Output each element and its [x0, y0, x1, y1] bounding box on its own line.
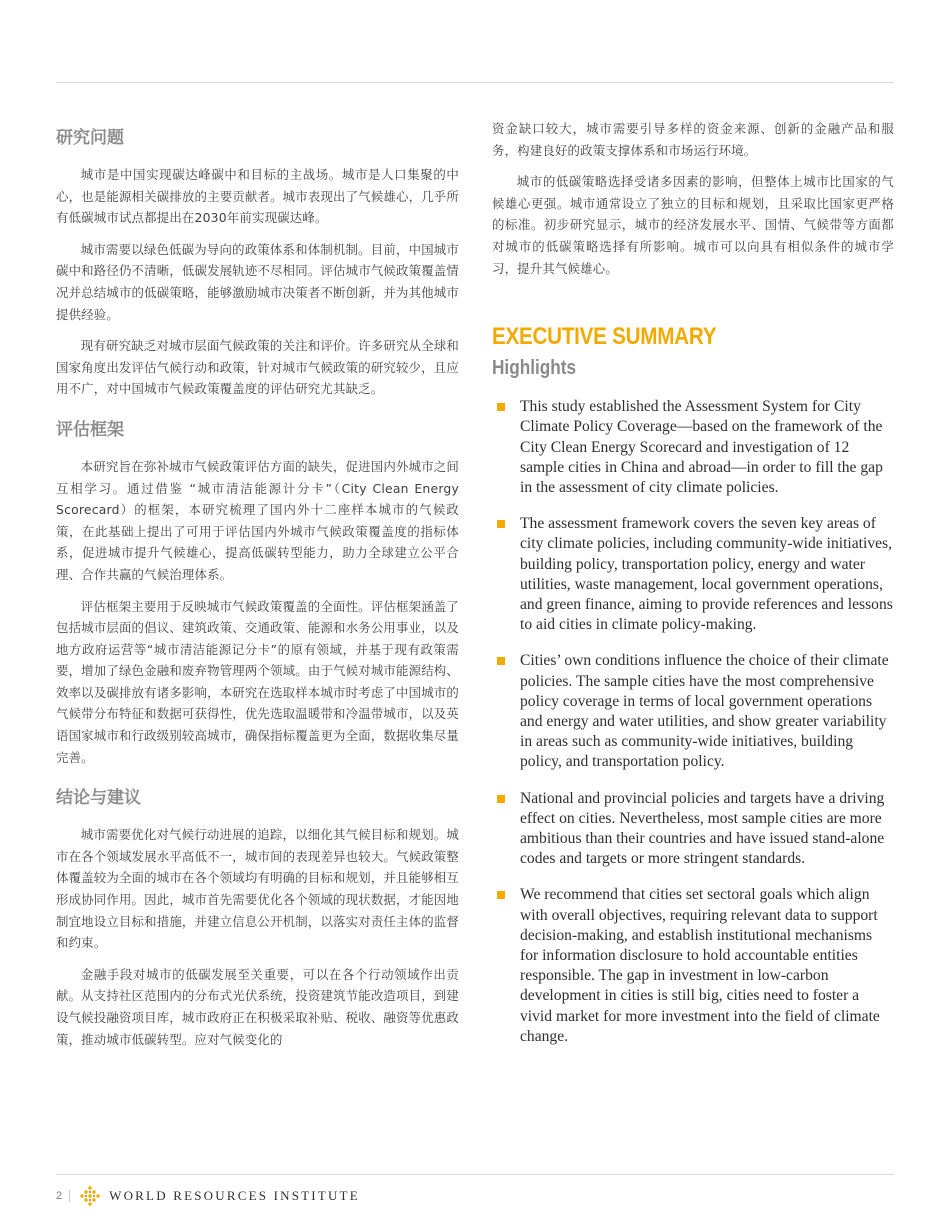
highlight-text: The assessment framework covers the seven key areas of city climate policies, including community-wide initiatives, building policy, transportation policy, energy and water utilities, waste management, local government operations, and green finance, aiming to provide references and lessons to aid cities in climate policy-making.	[520, 515, 893, 634]
section-heading-research-question: 研究问题	[56, 128, 124, 148]
right-column	[492, 118, 894, 1063]
footer-divider	[69, 1190, 70, 1202]
paragraph: 现有研究缺乏对城市层面气候政策的关注和评价。许多研究从全球和国家角度出发评估气候行动和政策，针对城市气候政策的研究较少，且应用不广，对中国城市气候政策覆盖度的评估研究尤其缺乏。	[56, 338, 459, 397]
square-bullet-icon	[497, 891, 505, 899]
wri-logo-icon	[79, 1185, 101, 1207]
list-item	[492, 651, 894, 772]
section-heading-assessment-framework: 评估框架	[56, 419, 124, 440]
executive-summary-title: EXECUTIVE SUMMARY	[492, 323, 717, 351]
paragraph: 评估框架主要用于反映城市气候政策覆盖的全面性。评估框架涵盖了包括城市层面的倡议、建筑政策、交通政策、能源和水务公用事业，以及地方政府运营等“城市清洁能源记分卡”的原有领域，并基于现有政策需要，增加了绿色金融和废弃物管理两个领域。由于气候对城市能源结构、效率以及碳排放有诸多影响，本研究在选取样本城市时考虑了中国城市的气候带分布特征和数据可获得性，优先选取温暖带和冷温带城市，以及英语国家城市和行政级别较高城市，确保指标覆盖更为全面，数据收集尽量完善。	[56, 598, 459, 765]
section-heading-conclusions: 结论与建议	[56, 788, 141, 809]
paragraph: 城市需要以绿色低碳为导向的政策体系和体制机制。目前，中国城市碳中和路径仍不清晰，低碳发展轨迹不尽相同。评估城市气候政策覆盖情况并总结城市的低碳策略，能够激励城市决策者不断创新，并为其他城市提供经验。	[56, 241, 459, 322]
square-bullet-icon	[497, 403, 505, 411]
paragraph: 城市是中国实现碳达峰碳中和目标的主战场。城市是人口集聚的中心，也是能源相关碳排放的主要贡献者。城市表现出了气候雄心，几乎所有低碳城市试点都提出在2030年前实现碳达峰。	[56, 167, 459, 226]
bottom-rule	[56, 1174, 894, 1175]
paragraph: 本研究旨在弥补城市气候政策评估方面的缺失，促进国内外城市之间互相学习。通过借鉴 “城市清洁能源计分卡”（City Clean Energy Scorecard）的框架，本研究梳理了国内外十二座样本城市的气候政策，在此基础上提出了可用于评估国内外城市气候政策覆盖度的指标体系，促进城市提升气候雄心，提高低碳转型能力，助力全球建立公平合理、合作共赢的气候治理体系。	[56, 458, 459, 582]
square-bullet-icon	[497, 795, 505, 803]
highlight-text: We recommend that cities set sectoral goals which align with overall objectives, requiring relevant data to support decision-making, and establish institutional mechanisms for information disclosure to hold accountable entities responsible. The gap in investment in low-carbon development in cities is still big, cities need to foster a vivid market for more investment into the field of climate change.	[520, 886, 880, 1045]
page-number: 2	[56, 1190, 63, 1202]
highlight-text: This study established the Assessment System for City Climate Policy Coverage—based on the framework of the City Clean Energy Scorecard and investigation of 12 sample cities in China and abroad—in order to fill the gap in the assessment of city climate policies.	[520, 398, 883, 496]
list-item	[492, 397, 894, 498]
organization-name: WORLD RESOURCES INSTITUTE	[109, 1188, 360, 1203]
top-rule	[56, 82, 894, 83]
paragraph: 城市需要优化对气候行动进展的追踪，以细化其气候目标和规划。城市在各个领域发展水平高低不一，城市间的表现差异也较大。气候政策整体覆盖较为全面的城市在各个领域均有明确的目标和规划，并且能够相互形成协同作用。因此，城市首先需要优化各个领域的现状数据，才能因地制宜地设立目标和措施，并建立信息公开机制，以落实对责任主体的监督和约束。	[56, 827, 459, 951]
paragraph: 金融手段对城市的低碳发展至关重要，可以在各个行动领域作出贡献。从支持社区范围内的分布式光伏系统，投资建筑节能改造项目，到建设气候投融资项目库，城市政府正在积极采取补贴、税收、融资等优惠政策，推动城市低碳转型。应对气候变化的	[56, 966, 459, 1047]
highlight-text: Cities’ own conditions influence the choice of their climate policies. The sample cities have the most comprehensive policy coverage in terms of local government operations and energy and water utilities, and show greater variability in areas such as community-wide initiatives, building policy, and transportation policy.	[520, 652, 889, 771]
square-bullet-icon	[497, 657, 505, 665]
highlight-text: National and provincial policies and targets have a driving effect on cities. Nevertheless, most sample cities are more ambitious than their countries and have issued stand-alone codes and targets or more stringent standards.	[520, 789, 885, 868]
list-item	[492, 789, 894, 870]
left-column	[56, 118, 459, 1060]
square-bullet-icon	[497, 520, 505, 528]
highlights-list	[492, 397, 894, 1047]
list-item	[492, 514, 894, 635]
list-item	[492, 885, 894, 1047]
paragraph: 城市的低碳策略选择受诸多因素的影响，但整体上城市比国家的气候雄心更强。城市通常设立了独立的目标和规划，且采取比国家更严格的标准。初步研究显示，城市的经济发展水平、国情、气候带等方面都对城市的低碳策略选择有所影响。城市可以向具有相似条件的城市学习，提升其气候雄心。	[492, 174, 894, 276]
page-footer	[56, 1185, 360, 1207]
paragraph-continued: 资金缺口较大，城市需要引导多样的资金来源、创新的金融产品和服务，构建良好的政策支撑体系和市场运行环境。	[492, 121, 894, 158]
highlights-subtitle: Highlights	[492, 357, 577, 380]
